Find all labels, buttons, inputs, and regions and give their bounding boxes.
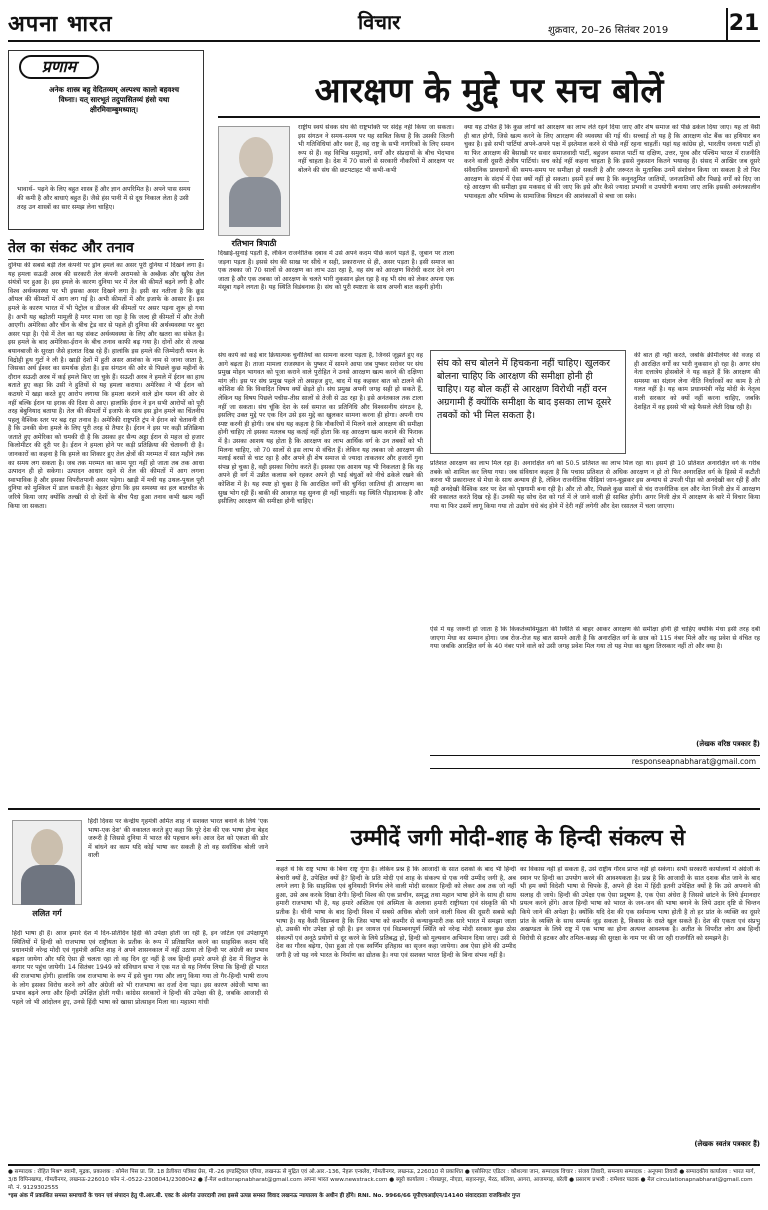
divider bbox=[8, 808, 760, 810]
second-article-headline: उम्मीदें जगी मोदी-शाह के हिन्दी संकल्प से bbox=[350, 825, 686, 851]
author-body bbox=[21, 865, 75, 905]
divider bbox=[29, 181, 189, 182]
main-article-column-right-4: ऐसे में यह जरूरी हो जाता है कि किंकर्तव्यविमूढ़ता की स्थिति से बाहर आकर आरक्षण की समीक्षा होनी ही चाहिए क्योंकि मेधा इसी तरह दबी जाएगा मेधा का सम्मान होगा। जब रोज-रोज यह बात सामने आती है कि अनारक्षित वर्ग के छात्र को 115 नंबर मिले और वह प्रवेश से वंचित रह गया जबकि आरक्षित वर्ग के 40 नंबर पाने वाले को उसी जगह प्रवेश मिल गया तो यह मेधा का खुला तिरस्कार नहीं तो और क्या है। bbox=[430, 626, 760, 651]
divider bbox=[276, 860, 760, 861]
masthead bbox=[8, 8, 760, 42]
pranam-quote: अनेक शास्त्र बहु वेदितव्यम् अल्पश्च कालो बहवश्च विघ्नाः। यत् सारभूतं तदुपासितव्यं हंसो यथा क्षीरमिवाम्बुमध्यात्। bbox=[48, 85, 180, 114]
left-article-headline: तेल का संकट और तनाव bbox=[8, 238, 204, 260]
author-face bbox=[239, 137, 273, 179]
author-photo bbox=[218, 126, 290, 236]
imprint-text: ● सम्पादक : रोहित मिश्र* स्वामी, मुद्रक, प्रकाशक : सोमेश पिस प्रा. लि. 18 डेलीयरा पत्रिका प्रेस, मी.-26 इण्डस्ट्रियल एरिया, लखनऊ से मुद्रित एवं ओ.आर.-136, नेहरू एन्क्लेव, गोमतीनगर, लखनऊ, 226010 से प्रकाशित ● एसोसिएट एडिटर : कौशल्या जान, सम्पादक विचार : संजय तिवारी, समन्वय सम्पादक : अनूपमा तिवारी ● सम्पादकीय कार्यालय : भारत मार्ग, 3/8 विपिनखण्ड, गोमतीनगर, लखनऊ-226010 फोन नं.-0522-2308041/2308042 ● ई-मेल editorapnabharat@gmail.com अपना भारत www.newstrack.com ● ब्यूरो कार्यालय : गोरखपुर, नोएडा, सहारनपुर, मेरठ, बलिया, आगरा, आजमगढ़, बरेली ● प्रसारण प्रभारी : रामेश्वर पाठक ● मेल circulationapnabharat@gmail.com मो. नं. 9129302555 bbox=[8, 1169, 756, 1191]
main-article-headline: आरक्षण के मुद्दे पर सच बोलें bbox=[314, 71, 664, 111]
left-article-body: दुनिया की सबसे बड़ी तेल कंपनी पर ड्रोन हमले का असर पूरी दुनिया में दिखने लगा है। यह हमला सऊदी अरब की सरकारी तेल कंपनी अरामको के अब्क़ैक और खुरैस तेल संयंत्रों पर हुआ है। इस हमले के कारण दुनिया भर में तेल की कीमतें बढ़ने लगी है और विश्व अर्थव्यवस्था पर भी इसका असर दिखने लगा है। इसी का नतीजा है कि क्रूड ऑयल की कीमतों में आग लग गई है। अभी कीमतों में और इजाफे के आसार हैं। इस हमले के कारण भारत में भी पेट्रोल व डीजल की कीमतों पर असर पड़ना शुरू हो गया है। अभी यह बढ़ोतरी मामूली है मगर माना जा रहा है कि जल्द ही कीमतों में और तेजी आएगी। अमेरिका और चीन के बीच ट्रेड वार से पहले ही दुनिया की अर्थव्यवस्था पर बुरा असर पड़ा है। ऐसे में तेल का यह संकट अर्थव्यवस्था के लिए और खतरा का संकेत है। इस हमले के बाद अमेरिका-ईरान के बीच तनाव काफी बढ़ गया है। दोनों ओर से तल्ख बयानबाजी के सुरक्षा जैसे हालात दिख रहे हैं। हालांकि इस हमले की जिम्मेदारी यमन के विद्रोही हूथ गुटों ने ली है। खाड़ी देशों में हूती असर आशंका के नाम से जाना जाता है, जिसका अर्थ ईश्वर का समर्थक होता है। इस संगठन की ओर से पिछले कुछ महीनों के दौरान सऊदी अरब में कई हमले किए जा चुके हैं। सऊदी अरब ने हमले में ईरान का हाथ बताते हुए कहा कि उसी ने हुतियों से यह हमला कराया। अमेरिका ने भी ईरान को कठघरे में खड़ा करते हुए आरोप लगाया कि हमला कराने वाले द्रोन यमन की ओर से नहीं बल्कि ईरान या इराक की दिशा से आए। हालांकि ईरान ने इन सभी आरोपों को पूरी तरह बेबुनियाद बताया है। तेल की कीमतों में इजाफे के साथ इस ड्रोन हमले का चिंतनीय पहलू वैश्विक स्तर पर बढ़ रहा तनाव है। अमेरिकी राष्ट्रपति ट्रंप ने ईरान को चेतावनी दी है कि उनकी सेना हमले के लिए पूरी तरह से तैयार है। ईरान ने इस पर कड़ी प्रतिक्रिया जताते हुए अमेरिका को धमकी दी है कि उसका हर सैन्य अड्डा ईरान से महज दो हजार किलोमीटर की दूरी पर है। ईरान ने हमला होने पर कड़ी प्रतिक्रिया की चेतावनी दी है। जानकारों का कहना है कि हमले का शिकार हुए तेल क्षेत्रों की मरम्मत में सात महीने तक का समय लग सकता है। जब तक मरम्मत का काम पूरा नहीं हो जाता तब तक आधा उत्पादन ही हो सकेगा। उत्पादन आधार रहने से तेल की कीमतों में आग लगना स्वाभाविक है और इसका विपरीतपानी असर पड़ेगा। खाड़ी में मची यह उथल-पुथल पूरी दुनिया को मुश्किल में डाल सकती है। बेहतर होगा कि इस समस्या का हल बातचीत के जरिये किया जाए क्योंकि तल्खी से दो देशों के बीच पैदा हुआ तनाव कभी खत्म नहीं किया जा सकता। bbox=[8, 262, 204, 510]
second-article-intro: हिंदी दिवस पर केन्द्रीय गृहमंत्री अमित शाह ने सशक्त भारत बनाने के लिये 'एक भाषा-एक देश' की वकालत करते हुए कहा कि पूरे देश की एक भाषा होना बेहद जरूरी है जिससे दुनिया में भारत की पहचान बने। आज देश को एकता की डोर में बांधने का काम यदि कोई भाषा कर सकती है तो वह सर्वाधिक बोली जाने वाली bbox=[88, 818, 268, 860]
main-article-column-right: क्या यह उचित है कि कुछ लोगों को आरक्षण का लाभ लेते रहने दिया जाए और शेष समाज को पीछे ढकेल दिया जाए। यह तो वैसी ही बात होगी, जिसे खत्म करने के लिए आरक्षण की व्यवस्था की गई थी। सच्चाई तो यह है कि आरक्षण वोट बैंक का हथियार बन चुका है। इसे सभी पार्टियां अपने-अपने पक्ष में इस्तेमाल करने से पीछे नहीं रहना चाहतीं। यहां यह कांग्रेस हो, भारतीय जनता पार्टी हो या फिर आरक्षण की बैसाखी पर सवार समाजवादी पार्टी, बहुजन समाज पार्टी या दक्षिण, उत्तर, पूरब और पश्चिम भारत में राजनीति करने वाली दूसरी क्षेत्रीय पार्टियां। सच कोई नहीं कहना चाहता है कि इससे नुकसान कितने भयावह हैं। संसद में आखिर जब दूसरे संवैधानिक प्रावधानों की समय-समय पर समीक्षा हो सकती है और जरूरत के मुताबिक उनमें संशोधन किया जा सकता है तो फिर आरक्षण के संदर्भ में ऐसा क्यों नहीं हो सकता। इसमें हर्ज क्या है कि कनूनतुमित जातियों, जनजातियों और पिछड़े वर्गों को दिए जा रहे आरक्षण की समीक्षा इस मकसद से की जाए कि इसे और कैसे ज्यादा प्रभावी व उपयोगी बनाया जाए ताकि इसकी अनंतकालीन भयावहता और भविष्य के सामाजिक विघटन की आशंकाओं से बचा जा सके। bbox=[464, 124, 760, 200]
pull-quote: संघ को सच बोलने में हिचकना नहीं चाहिए। खुलकर बोलना चाहिए कि आरक्षण की समीक्षा होनी ही चाहिए। यह बोल कहीं से आरक्षण विरोधी नहीं वरन अग्रगामी हैं क्योंकि समीक्षा के बाद इसका लाभ दूसरे तबकों को भी मिल सकता है। bbox=[430, 350, 626, 454]
pranam-box bbox=[8, 50, 204, 230]
pranam-title: प्रणाम bbox=[19, 55, 99, 79]
section-title: विचार bbox=[358, 10, 401, 34]
imprint-disclaimer: *इस अंक में प्रकाशित समस्त समाचारों के चयन एवं संपादन हेतु पी.आर.बी. एक्ट के अंतर्गत उत्तरदायी तथा इससे उत्पन्न समस्त विवाद लखनऊ न्यायालय के अधीन ही होंगे। RNI. No. 9966/66 यूपीएचआईएन/14140 संवाददाताः राजकिशोर गुप्त bbox=[8, 1193, 521, 1199]
author-signature: (लेखक वरिष्ठ पत्रकार हैं) bbox=[696, 740, 760, 748]
author-signature: (लेखक स्वतंत्र पत्रकार हैं) bbox=[694, 1140, 760, 1148]
second-article-column-1: हिंदी भाषा ही है। आज हमारे देश में दिन-प्रतिदिन हिंदी की उपेक्षा होती जा रही है, इन जटिल एवं उपेक्षापूर्ण स्थितियों में हिन्दी को राजभाषा एवं राष्ट्रीयता के प्रतीक के रूप में प्रतिष्ठापित करने का साहसिक कदम यदि प्रधानमंत्री नरेन्द्र मोदी एवं गृहमंत्री अमित शाह ने अपने शासनकाल में नहीं उठाया तो हिन्दी पर अंग्रेजी का प्रभाव बढ़ता जायेगा और यदि ऐसा ही चलता रहा तो वह दिन दूर नहीं है जब हिन्दी हमारे अपने ही देश में विलुप्त के कगार पर पहुंच जायेगी। 14 सितंबर 1949 को संविधान सभा ने एक मत से यह निर्णय लिया कि हिन्दी ही भारत की राजभाषा होगी। हालांकि जब राजभाषा के रूप में इसे चुना गया और लागू किया गया तो गैर-हिन्दी भाषी राज्य के लोग इसका विरोध करने लगे और अंग्रेजी को भी राजभाषा का दर्जा देना पड़ा। इस कारण अंग्रेजी भाषा का प्रभाव बढ़ने लगा और हिन्दी उपेक्षित होती गयी। कांग्रेस सरकारों ने हिन्दी की उपेक्षा की है, जबकि आजादी से पहले जो भी आंदोलन हुए, उनसे हिंदी भाषा को खासा प्रोत्साहन मिला था। महात्मा गांधी bbox=[12, 930, 268, 1006]
main-article-column-right-2: की बात ही नहीं करते, जबकि क्रीमीलेयर की वजह से ही आरक्षित वर्गों का भारी नुकसान हो रहा है। अगर संघ नेता दत्तात्रेय होसबोले ने यह कहते हैं कि आरक्षण की समस्या का संज्ञान लेना नीति निर्धारकों का काम है तो गलत नहीं है। यह काम प्रधानमंत्री नरेंद्र मोदी के नेतृत्व वाली सरकार को क्यों नहीं करना चाहिए, जबकि देशहित में वह इससे भी बड़े फैसले लेती दिख रही है। bbox=[634, 352, 760, 411]
imprint-footer bbox=[8, 1164, 760, 1204]
author-face bbox=[31, 829, 63, 867]
main-article-column-right-3: प्रतिशत आरक्षण का लाभ मिल रहा है। अनारक्षित वर्ग को 50.5 प्रतिशत का लाभ मिल रहा था। इसमें ही 10 प्रतिशत अनारक्षित वर्ग के गरीब तबके को शामिल कर लिया गया। जब संविधान कहता है कि पचास प्रतिशत से अधिक आरक्षण न हो तो फिर अनारक्षित वर्ग के हिस्से में कटौती करना भी प्रकारान्तर से मेधा के साथ अन्याय ही है, लेकिन राजनीतिक पीढ़ियां जान-बूझकर इस अन्याय से उपजी पीड़ा को अनदेखी कर रही हैं और यही अनदेखी वैश्विक स्तर पर देश को पृष्ठगामी बना रही है। और तो और, पिछले कुछ सालों से चंद राजनीतिक दल और नेता निजी क्षेत्र में आरक्षण की वकालत करते दिख रहे हैं। उनकी यह सोच देश को गर्त में ले जाने वाली ही साबित होगी। अगर निजी क्षेत्र में आरक्षण के बारे में विचार किया गया या फिर उसमें लागू किया गया तो उद्योग धंधे बंद होने में देरी नहीं लगेगी और देश रसातल में चला जाएगा। bbox=[430, 460, 760, 510]
author-body bbox=[229, 177, 281, 227]
response-email[interactable]: responseapnabharat@gmail.com bbox=[430, 755, 760, 769]
author-name: रतिभान त्रिपाठी bbox=[231, 239, 277, 248]
pranam-note: भावार्थ– पढ़ने के लिए बहुत शास्त्र हैं और ज्ञान अपरिमित है। अपने पास समय की कमी है और बाधाएं बहुत हैं। जैसे हंस पानी में से दूध निकाल लेता है उसी तरह उन शास्त्रों का सार समझ लेना चाहिए। bbox=[17, 186, 191, 211]
divider bbox=[218, 116, 760, 118]
main-article-continued: दिखाई-सुनाई पड़ती है, लेकिन राजनीतिक दबाव में उसे अपने कदम पीछे करने पड़ते हैं, जुबान पर ताला जड़ना पड़ता है। इससे संघ की साख पर सीधे न सही, प्रकारान्तर से ही, असर पड़ता है। इसी समाज का एक तबका जो 70 सालों से आरक्षण का लाभ उठा रहा है, वह संघ को आरक्षण विरोधी करार देने लग जाता है और एक तबका जो आरक्षण के चलते भारी नुकसान झेल रहा है वह भी संघ को लेकर अपना एक मंसूबा गढ़ने लगता है। यह स्थिति विडंबनाक है। संघ को पुरी स्पष्टता के साथ अपनी बात कहनी होगी। bbox=[218, 250, 454, 292]
main-article-intro: राष्ट्रीय स्वयं सेवक संघ की राष्ट्रभक्ति पर संदेह नहीं किया जा सकता। इस संगठन ने समय-समय पर यह साबित किया है कि उसकी जितनी भी गतिविधियां और स्वर हैं, वह राष्ट्र के सभी नागरिकों के लिए समान रूप से हैं। वह विभिन्न समुदायों, वर्गों और संप्रदायों के बीच भेदभाव नहीं चाहता है। देश में 70 सालों से सरकारी नौकरियों में आरक्षण पर बोलने की संघ की छटपटाहट भी कभी-कभी bbox=[298, 124, 454, 174]
second-article-column-2: कहते थे कि राष्ट्र भाषा के बिना राष्ट्र गूंगा है। लेकिन प्रश्न है कि आजादी के सात दशकों के बाद भी हिन्दी बेचारी क्यों है, उपेक्षित क्यों है? हिन्दी के प्रति मोदी एवं शाह के संकल्प से एक नयी उम्मीद जगी है, अब लगने लगा है कि साहसिक एवं बुनियादी निर्णय लेने वाली मोदी सरकार हिन्दी को लेकर अब तक जो नहीं हुआ, उसे अब करके दिखा देगी। हिन्दी विश्व की एक प्राचीन, समृद्ध तथा महान भाषा होने के साथ ही साथ हमारी राजभाषा भी है, यह हमारे अस्तित्व एवं अस्मिता के अलावा हमारी राष्ट्रीयता एवं संस्कृति की भी प्रतीक है। चीनी भाषा के बाद हिन्दी विश्व में सबसे अधिक बोली जाने वाली विश्व की दूसरी सबसे बड़ी भाषा है। यह कैसी विडम्बना है कि जिस भाषा को कश्मीर से कन्याकुमारी तक सारे भारत में समझा जाता हो, उसकी घोर उपेक्षा हो रही है। इन जायज एवं विडम्बनापूर्ण स्थिति को नरेन्द्र मोदी सरकार कुछ ठोस संकल्पों एवं अनूठे प्रयोगों से दूर करने के लिये प्रतिबद्ध हो, हिन्दी को मूल्यवान अभिमान दिया जाए। उसी से देश का गौरव बढ़ेगा, ऐसा हुआ तो एक स्वर्णिम इतिहास का सृजन कहा जायेगा। अब ऐसा होने की उम्मीद जगी है जो यह नये भारत के निर्माण का द्योतक है। नया एवं सशक्त भारत हिन्दी के बिना संभव नहीं है। bbox=[276, 866, 516, 959]
second-article-column-3: का विकास नहीं हो सकता है, उसे राष्ट्रीय गौरव प्राप्त नहीं हो सकेगा। सभी सरकारी कार्यालयों में अंग्रेजी के स्थान पर हिन्दी का उपयोग करने की आवश्यकता है। प्रश्न है कि आजादी के सात दशक बीत जाने के बाद भी हम क्यों विदेशी भाषा से चिपके हैं, अपने ही देश में हिंदी इतनी उपेक्षित क्यों है कि उसे अपनाने की सलाह दी जाये। हिन्दी की उपेक्षा एक ऐसा प्रदूषण है, एक ऐसा अंधेरा है जिससे छांटने के लिये ईमानदार प्रयत्न करने होंगे। आज हिन्दी भाषा को भारत के जन-जन की भाषा बनाने के लिये उदार दृष्टि से चिन्तन किये जाने की अपेक्षा है। क्योंकि यदि देश की एक सर्वमान्य भाषा होती है तो हर प्रांत के व्यक्ति का दूसरे प्रांत के व्यक्ति के साथ सम्पर्क जुड़ सकता है, विकास के रास्ते खुल सकते हैं। देश की एकता एवं संप्रभु अखण्डता के लिये राष्ट्र में एक भाषा का होना अत्यन्त आवश्यक है। अतीत के विपरीत लोग अब हिन्दी विरोधी से हटकर और तमिल-कन्नड़ की सुरक्षा के नाम पर की जा रही राजनीति को समझने है। bbox=[520, 866, 760, 942]
author-photo bbox=[12, 820, 82, 905]
dateline: शुक्रवार, 20–26 सितंबर 2019 bbox=[548, 25, 669, 36]
page-number: 21 bbox=[726, 8, 760, 40]
author-name: ललित गर्ग bbox=[32, 909, 62, 918]
brand-logo: अपना भारत bbox=[8, 11, 113, 37]
main-article-column-left: संघ कार्य को कई बार क्रियात्मक चुनौतियों का सामना करना पड़ता है, जिनसे जूझते हुए वह आगे बढ़ता है। ताजा मामला राजस्थान के पुष्कर में सामने आया जब पुष्कर सरोवर पर संघ प्रमुख मोहन भागवत को पूजा कराने वाले पुरोहित ने उनसे आरक्षण खत्म करने की दक्षिणा मांग ली। इस पर संघ प्रमुख पहले तो असहज हुए, बाद में यह कहकर बात को टालने की कोशिश की कि विवादित विषय क्यों छेड़ते हो। संघ प्रमुख अपनी जगह सही हो सकते हैं, लेकिन यह विषय पिछले पचीस-तीस सालों से तेजी से उठ रहा है। इसे अनंतकाल तक टाला नहीं जा सकता। संघ चूंकि देश के सर्व समाज का प्रतिनिधि और विश्वसनीय संगठन है, इसलिए उक्त मुद्दे पर एक दिन उसे इस मुद्दे का खुलकर सामना करना ही होगा। अपनी राय स्पष्ट करनी ही होगी। जब संघ यह कहता है कि नौकरियों में मिलने वाले आरक्षण की समीक्षा होनी चाहिए तो इसका मतलब यह कतई नहीं होता कि वह आरक्षण खत्म कराने की फिराक में है। उसका आशय यह होता है कि आरक्षण का लाभ आर्थिक वर्ग के उन तबकों को भी मिलना चाहिए, जो 70 सालों से इस लाभ से वंचित हैं। लेकिन यह तबका जो आरक्षण की मलाई बरसों से चाट रहा है और अपने ही शेष समाज से ज्यादा ताकतवर और हजारों गुना संपन्न हो चुका है, वही इसका विरोध करते हैं। इसका एक आशय यह भी निकलता है कि वह अपने ही वर्ग में उन्नीत कलास बने रहकर अपने ही भाई बंधुओं को नीचे ढकेले रखने की कोशिश में है। यह स्पष्ट हो चुका है कि आरक्षित वर्गों की चुनिंदा जातियां ही आरक्षण का सुख भोग रही हैं। बाकी की आवाज़ यह सुनना ही नहीं चाहतीं। यह स्थिति पीड़ादायक है और इसीलिए आरक्षण की समीक्षा होनी चाहिए। bbox=[218, 352, 423, 506]
